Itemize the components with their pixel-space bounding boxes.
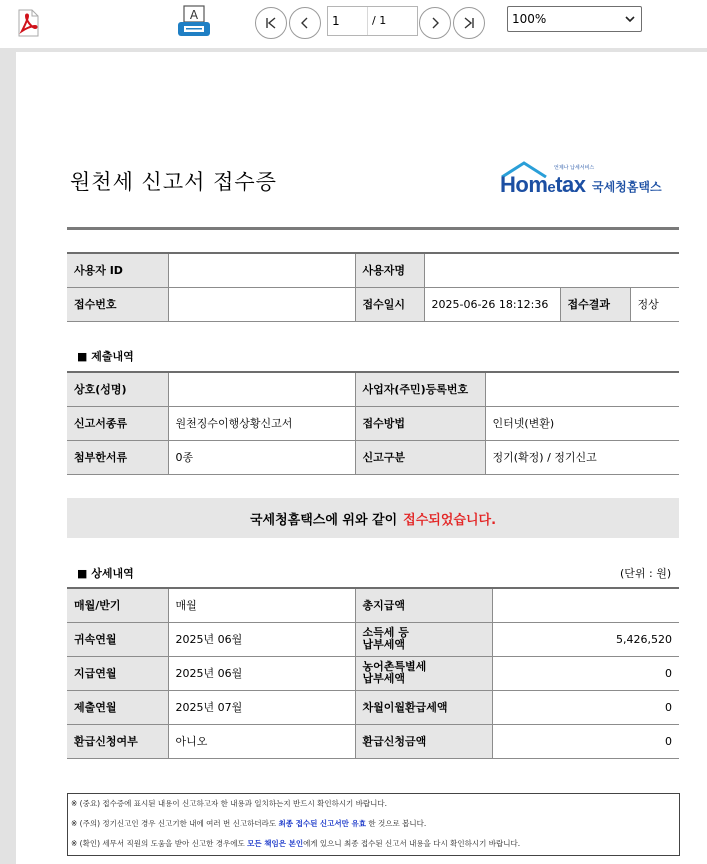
page-title: 원천세 신고서 접수증 bbox=[70, 170, 277, 194]
user-id-value bbox=[168, 253, 355, 287]
submit-month-label: 제출연월 bbox=[67, 690, 168, 724]
company-label: 상호(성명) bbox=[67, 372, 168, 406]
page-number-input[interactable] bbox=[328, 7, 368, 35]
form-type-label: 신고서종류 bbox=[67, 406, 168, 440]
logo-wordmark: Hometax bbox=[500, 172, 586, 197]
method-label: 접수방법 bbox=[355, 406, 485, 440]
table-row bbox=[67, 588, 679, 622]
income-tax-label: 소득세 등 납부세액 bbox=[355, 622, 492, 656]
submission-heading: ■ 제출내역 bbox=[77, 350, 134, 363]
table-row bbox=[67, 622, 679, 656]
print-icon[interactable] bbox=[176, 4, 212, 40]
user-name-value bbox=[424, 253, 679, 287]
table-row bbox=[67, 656, 679, 690]
first-page-button[interactable] bbox=[255, 7, 287, 39]
table-row bbox=[67, 690, 679, 724]
user-name-label: 사용자명 bbox=[355, 253, 424, 287]
unit-label: (단위 : 원) bbox=[620, 567, 672, 580]
form-type-value: 원천징수이행상황신고서 bbox=[168, 406, 355, 440]
detail-heading: ■ 상세내역 bbox=[77, 567, 134, 580]
zoom-value: 100% bbox=[512, 12, 547, 26]
last-page-icon bbox=[461, 15, 477, 31]
method-value: 인터넷(변환) bbox=[485, 406, 679, 440]
company-value bbox=[168, 372, 355, 406]
table-row bbox=[67, 372, 679, 406]
notice-caution: ※ (주의) 정기신고인 경우 신고기한 내에 여러 번 신고하더라도 최종 접수된 신고서만 유효 한 것으로 봅니다. bbox=[71, 819, 427, 828]
total-paid-label: 총지급액 bbox=[355, 588, 492, 622]
carryover-refund-label: 차월이월환급세액 bbox=[355, 690, 492, 724]
notice-important: ※ (중요) 접수증에 표시된 내용이 신고하고자 한 내용과 일치하는지 반드시 확인하시기 바랍니다. bbox=[71, 799, 388, 808]
payment-month-label: 지급연월 bbox=[67, 656, 168, 690]
refund-amount-label: 환급신청금액 bbox=[355, 724, 492, 758]
receipt-datetime-value: 2025-06-26 18:12:36 bbox=[424, 287, 560, 321]
payment-month-value: 2025년 06월 bbox=[168, 656, 355, 690]
receipt-confirmation-banner bbox=[67, 498, 679, 538]
banner-text: 국세청홈택스에 위와 같이 bbox=[249, 512, 398, 528]
rural-tax-label: 농어촌특별세 납부세액 bbox=[355, 656, 492, 690]
notice-box bbox=[67, 793, 680, 856]
receipt-result-label: 접수결과 bbox=[560, 287, 630, 321]
hometax-logo bbox=[500, 160, 670, 204]
business-number-value bbox=[485, 372, 679, 406]
table-row bbox=[67, 724, 679, 758]
logo-korean-name: 국세청홈택스 bbox=[592, 180, 662, 194]
rural-tax-value: 0 bbox=[492, 656, 679, 690]
receipt-result-value: 정상 bbox=[630, 287, 679, 321]
user-id-label: 사용자 ID bbox=[67, 253, 168, 287]
refund-request-value: 아니오 bbox=[168, 724, 355, 758]
chevron-right-icon bbox=[427, 15, 443, 31]
zoom-select[interactable] bbox=[507, 6, 642, 32]
table-row bbox=[67, 287, 679, 321]
receipt-number-value bbox=[168, 287, 355, 321]
table-row bbox=[67, 253, 679, 287]
page-total: / 1 bbox=[372, 14, 387, 27]
category-label: 신고구분 bbox=[355, 440, 485, 474]
pdf-viewer-toolbar bbox=[0, 0, 707, 48]
attachments-value: 0종 bbox=[168, 440, 355, 474]
title-divider bbox=[67, 227, 679, 230]
chevron-left-icon bbox=[297, 15, 313, 31]
notice-confirm: ※ (확인) 세무서 직원의 도움을 받아 신고한 경우에도 모든 책임은 본인에게 있으니 최종 접수된 신고서 내용을 다시 확인하시기 바랍니다. bbox=[71, 839, 521, 848]
last-page-button[interactable] bbox=[453, 7, 485, 39]
banner-highlight: 접수되었습니다. bbox=[403, 512, 497, 528]
refund-amount-value: 0 bbox=[492, 724, 679, 758]
detail-table bbox=[67, 587, 679, 759]
total-paid-value bbox=[492, 588, 679, 622]
pdf-download-icon[interactable] bbox=[13, 8, 43, 38]
business-number-label: 사업자(주민)등록번호 bbox=[355, 372, 485, 406]
table-row bbox=[67, 406, 679, 440]
refund-request-label: 환급신청여부 bbox=[67, 724, 168, 758]
next-page-button[interactable] bbox=[419, 7, 451, 39]
attribution-month-label: 귀속연월 bbox=[67, 622, 168, 656]
svg-text:A: A bbox=[189, 8, 199, 22]
logo-tagline: 언제나 납세서비스 bbox=[554, 165, 595, 171]
attachments-label: 첨부한서류 bbox=[67, 440, 168, 474]
period-type-value: 매월 bbox=[168, 588, 355, 622]
user-info-table bbox=[67, 252, 679, 322]
page-number-box bbox=[327, 6, 418, 36]
category-value: 정기(확정) / 정기신고 bbox=[485, 440, 679, 474]
submission-table bbox=[67, 371, 679, 475]
attribution-month-value: 2025년 06월 bbox=[168, 622, 355, 656]
first-page-icon bbox=[263, 15, 279, 31]
receipt-datetime-label: 접수일시 bbox=[355, 287, 424, 321]
prev-page-button[interactable] bbox=[289, 7, 321, 39]
period-type-label: 매월/반기 bbox=[67, 588, 168, 622]
submit-month-value: 2025년 07월 bbox=[168, 690, 355, 724]
table-row bbox=[67, 440, 679, 474]
chevron-down-icon bbox=[624, 13, 636, 25]
receipt-number-label: 접수번호 bbox=[67, 287, 168, 321]
carryover-refund-value: 0 bbox=[492, 690, 679, 724]
income-tax-value: 5,426,520 bbox=[492, 622, 679, 656]
